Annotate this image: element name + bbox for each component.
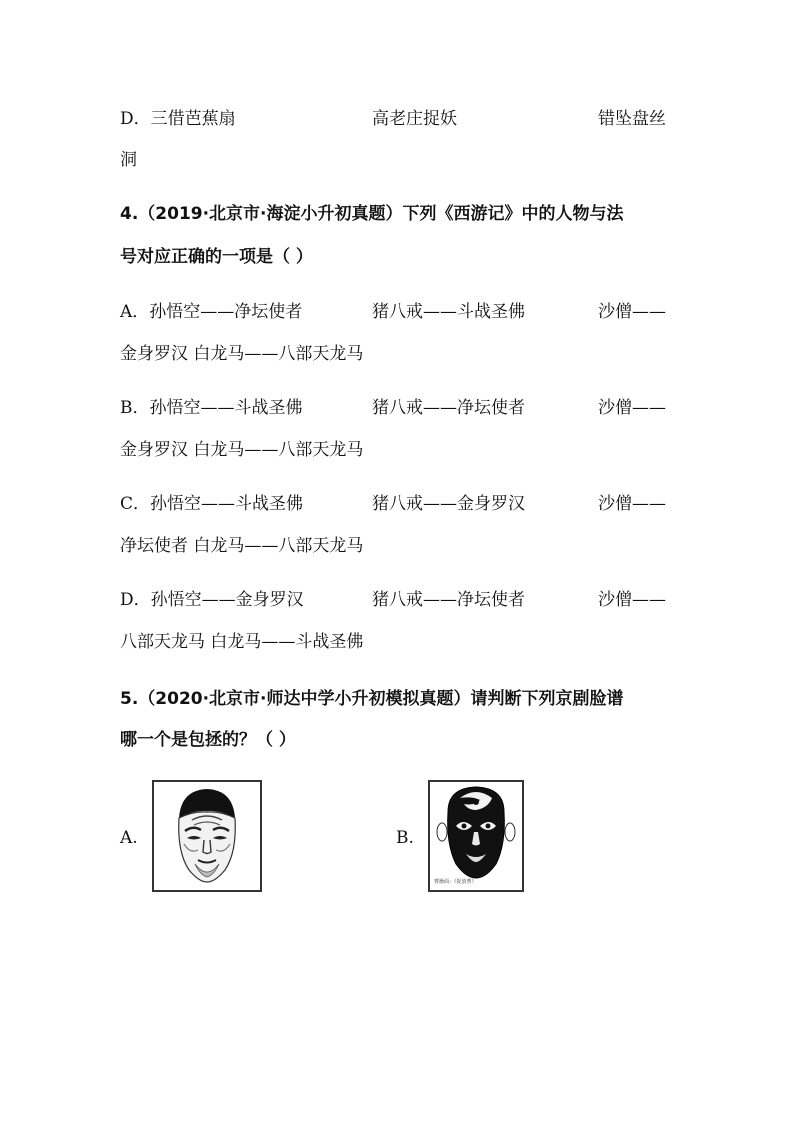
q4-option-d-wrap: 八部天龙马 白龙马——斗战圣佛 (120, 632, 364, 652)
opera-mask-a-image (152, 780, 262, 892)
q4-option-c-col2: 猪八戒——金身罗汉 (372, 494, 525, 514)
q3-option-d-col2: 高老庄捉妖 (372, 109, 457, 129)
q4-option-d-col1: D．孙悟空——金身罗汉 (120, 590, 304, 610)
q4-option-b-col2: 猪八戒——净坛使者 (372, 398, 525, 418)
q4-option-c-col3: 沙僧—— (598, 494, 666, 514)
q4-stem-line2: 号对应正确的一项是（ ） (120, 247, 313, 267)
q4-option-b-wrap: 金身罗汉 白龙马——八部天龙马 (120, 440, 364, 460)
q5-option-b-label: B. (396, 828, 414, 848)
q4-option-d-col3: 沙僧—— (598, 590, 666, 610)
q5-stem-line1: 5.（2020·北京市·师达中学小升初模拟真题）请判断下列京剧脸谱 (120, 689, 624, 709)
q4-option-b-col1: B．孙悟空——斗战圣佛 (120, 398, 303, 418)
q4-option-a-wrap: 金身罗汉 白龙马——八部天龙马 (120, 344, 364, 364)
q4-option-d-col2: 猪八戒——净坛使者 (372, 590, 525, 610)
q4-option-b-col3: 沙僧—— (598, 398, 666, 418)
opera-mask-a-drawing (154, 782, 260, 890)
opera-mask-b-image (428, 780, 524, 892)
q3-option-d-wrap: 洞 (120, 150, 137, 170)
q4-option-c-wrap: 净坛使者 白龙马——八部天龙马 (120, 536, 364, 556)
opera-mask-b-drawing (430, 782, 522, 890)
q4-option-a-col2: 猪八戒——斗战圣佛 (372, 302, 525, 322)
q4-option-c-col1: C．孙悟空——斗战圣佛 (120, 494, 304, 514)
q3-option-d-col3: 错坠盘丝 (598, 109, 666, 129)
q3-option-d-col1: D．三借芭蕉扇 (120, 109, 236, 129)
q4-option-a-col1: A．孙悟空——净坛使者 (120, 302, 303, 322)
q5-stem-line2: 哪一个是包拯的？（ ） (120, 730, 296, 750)
q4-stem-line1: 4.（2019·北京市·海淀小升初真题）下列《西游记》中的人物与法 (120, 204, 624, 224)
q5-option-a-label: A. (120, 828, 138, 848)
mask-b-caption: 曹操面：《捉放曹》 (434, 879, 477, 885)
q4-option-a-col3: 沙僧—— (598, 302, 666, 322)
